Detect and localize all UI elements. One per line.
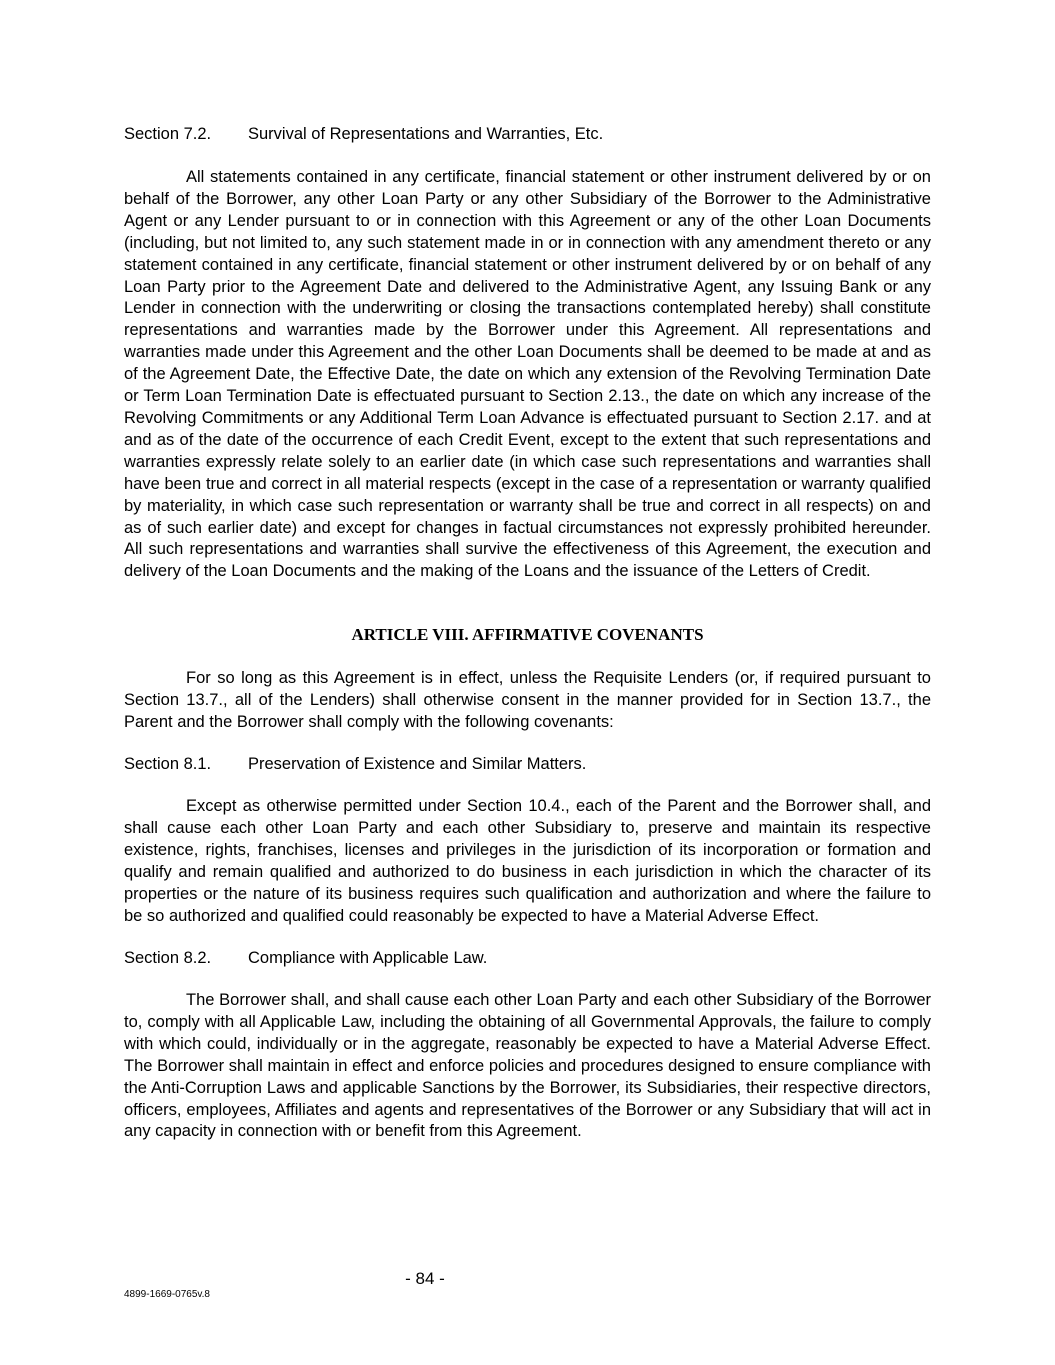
section-number: Section 8.1. xyxy=(124,755,212,773)
section-number: Section 8.2. xyxy=(124,949,212,967)
document-id: 4899-1669-0765v.8 xyxy=(124,1289,210,1300)
section-title: Compliance with Applicable Law. xyxy=(248,949,488,967)
section-7-2-body: All statements contained in any certificate, financial statement or other instrument delivered by or on behalf of the Borrower, any other Loan Party or any other Subsidiary of the Borrower to the Administrative Agent or any Lender pursuant to or in connection with this Agreement or any of the other Loan Documents (including, but not limited to, any such statement made in or in connection with any amendment thereto or any statement contained in any certificate, financial statement or other instrument delivered by or on behalf of any Loan Party prior to the Agreement Date and delivered to the Administrative Agent, any Issuing Bank or any Lender in connection with the underwriting or closing the transactions contemplated hereby) shall constitute representations and warranties made by the Borrower under this Agreement. All representations and warranties made under this Agreement and the other Loan Documents shall be deemed to be made at and as of the Agreement Date, the Effective Date, the date on which any extension of the Revolving Termination Date or Term Loan Termination Date is effectuated pursuant to Section 2.13., the date on which any increase of the Revolving Commitments or any Additional Term Loan Advance is effectuated pursuant to Section 2.17. and at and as of the date of the occurrence of each Credit Event, except to the extent that such representations and warranties expressly relate solely to an earlier date (in which case such representations and warranties shall have been true and correct in all material respects (except in the case of a representation or warranty qualified by materiality, in which case such representation or warranty shall be true and correct in all respects) on and as of such earlier date) and except for changes in factual circumstances not expressly prohibited hereunder. All such representations and warranties shall survive the effectiveness of this Agreement, the execution and delivery of the Loan Documents and the making of the Loans and the issuance of the Letters of Credit. xyxy=(124,168,931,581)
section-8-2-body: The Borrower shall, and shall cause each other Loan Party and each other Subsidiary of the Borrower to, comply with all Applicable Law, including the obtaining of all Governmental Approvals, the failure to comply with which could, individually or in the aggregate, reasonably be expected to have a Material Adverse Effect. The Borrower shall maintain in effect and enforce policies and procedures designed to ensure compliance with the Anti-Corruption Laws and applicable Sanctions by the Borrower, its Subsidiaries, their respective directors, officers, employees, Affiliates and agents and representatives of the Borrower or any Subsidiary that will act in any capacity in connection with or benefit from this Agreement. xyxy=(124,991,931,1141)
section-title: Preservation of Existence and Similar Matters. xyxy=(248,755,587,773)
section-7-2-heading xyxy=(124,124,603,146)
page-number: - 84 - xyxy=(405,1269,445,1288)
section-number: Section 7.2. xyxy=(124,125,212,143)
section-title: Survival of Representations and Warranties, Etc. xyxy=(248,125,604,143)
section-8-1-body: Except as otherwise permitted under Section 10.4., each of the Parent and the Borrower shall, and shall cause each other Loan Party and each other Subsidiary to, preserve and maintain its respective existence, rights, franchises, licenses and privileges in the jurisdiction of its incorporation or formation and qualify and remain qualified and authorized to do business in each jurisdiction in which the character of its properties or the nature of its business requires such qualification and authorization and where the failure to be so authorized and qualified could reasonably be expected to have a Material Adverse Effect. xyxy=(124,797,931,925)
article-intro: For so long as this Agreement is in effect, unless the Requisite Lenders (or, if required pursuant to Section 13.7., all of the Lenders) shall otherwise consent in the manner provided for in Section 13.7., the Parent and the Borrower shall comply with the following covenants: xyxy=(124,669,931,731)
article-heading: ARTICLE VIII. AFFIRMATIVE COVENANTS xyxy=(351,625,704,644)
section-8-2-heading xyxy=(124,948,487,970)
section-8-1-heading xyxy=(124,754,586,776)
